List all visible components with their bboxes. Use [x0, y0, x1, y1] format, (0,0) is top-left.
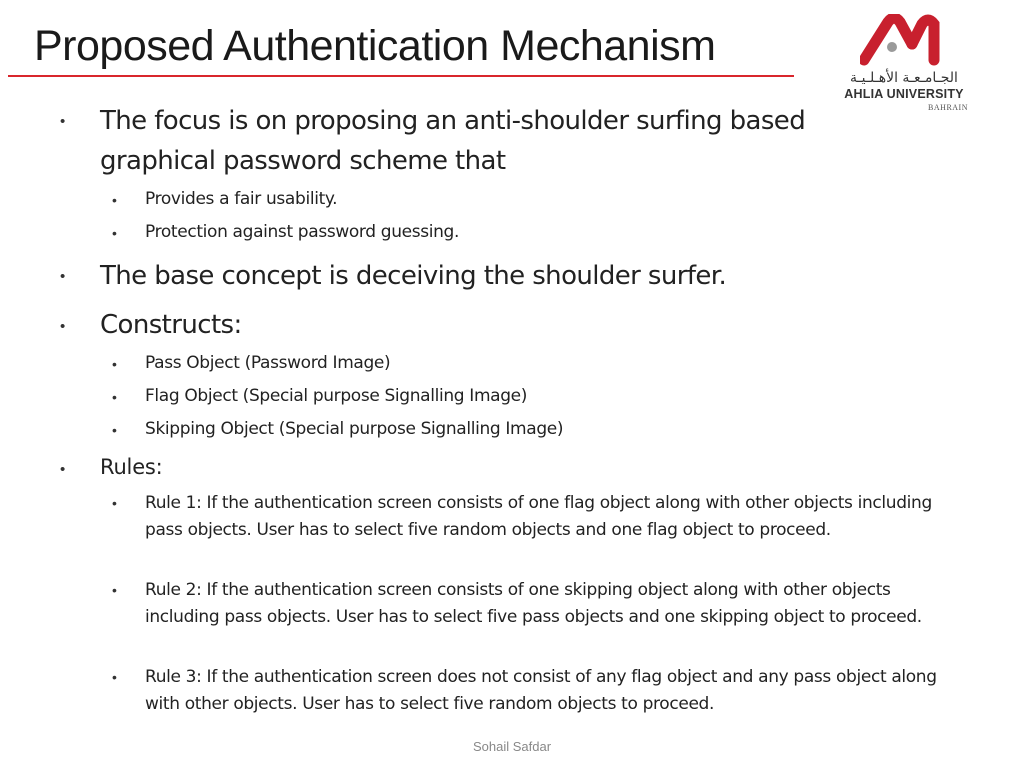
bullet-text: Pass Object (Password Image) — [145, 353, 391, 373]
bullet-text: Skipping Object (Special purpose Signalling Image) — [145, 419, 564, 439]
bullet-text: The focus is on proposing an anti-shoulder surfing based graphical password scheme that — [100, 106, 806, 176]
bullet-text: The base concept is deceiving the shoulder surfer. — [100, 261, 727, 291]
bullet-dot: • — [60, 268, 66, 285]
bullet-dot: • — [60, 461, 66, 478]
bullet-dot: • — [112, 495, 117, 511]
footer-author: Sohail Safdar — [472, 739, 552, 754]
bullet-dot: • — [60, 318, 66, 335]
bullet-text: Rule 2: If the authentication screen consists of one skipping object along with other objects including pass objects. User has to select five pass objects and one skipping object to proceed. — [145, 580, 922, 627]
logo-arabic-name: الجـامـعـة الأهـلـيـة — [850, 70, 958, 86]
bullet-dot: • — [112, 422, 117, 438]
bullet-dot: • — [112, 225, 117, 241]
bullet-text: Protection against password guessing. — [145, 222, 460, 242]
bullet-dot: • — [112, 669, 117, 685]
bullet-text: Rules: — [100, 455, 163, 479]
logo-subtitle: BAHRAIN — [928, 103, 968, 112]
bullet-text: Constructs: — [100, 310, 242, 340]
bullet-text: Flag Object (Special purpose Signalling Image) — [145, 386, 528, 406]
bullet-dot: • — [60, 113, 66, 130]
bullet-text: Rule 1: If the authentication screen consists of one flag object along with other objects including pass objects. User has to select five random objects and one flag object to proceed. — [145, 493, 932, 540]
slide-title: Proposed Authentication Mechanism — [34, 22, 716, 70]
logo-english-name: AHLIA UNIVERSITY — [844, 87, 964, 101]
bullet-text: Rule 3: If the authentication screen does not consist of any flag object and any pass object along with other objects. User has to select five random objects to proceed. — [145, 667, 937, 714]
bullet-dot: • — [112, 356, 117, 372]
bullet-text: Provides a fair usability. — [145, 189, 338, 209]
bullet-dot: • — [112, 389, 117, 405]
bullet-dot: • — [112, 582, 117, 598]
bullet-dot: • — [112, 192, 117, 208]
